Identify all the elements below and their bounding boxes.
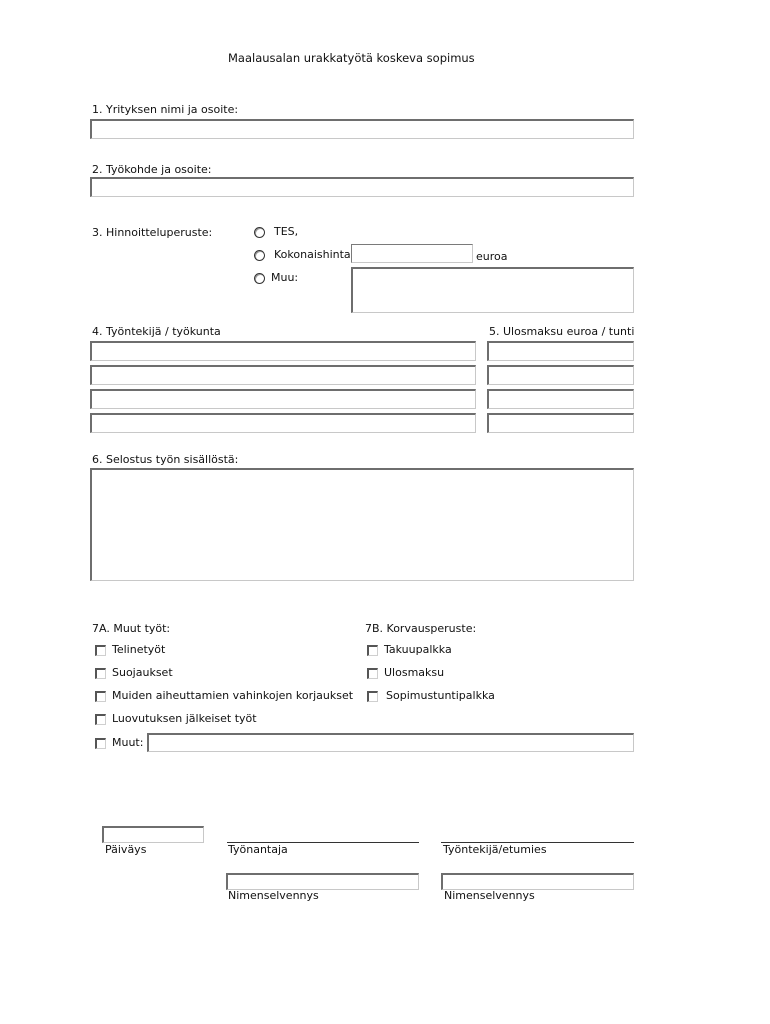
employer-label: Työnantaja: [228, 843, 288, 856]
payout-rate-label: 5. Ulosmaksu euroa / tunti: [489, 325, 635, 338]
worksite-field[interactable]: [90, 177, 634, 197]
total-price-field[interactable]: [351, 244, 473, 263]
tes-label: TES,: [274, 225, 299, 238]
contract-hourly-checkbox[interactable]: [367, 691, 378, 702]
pricing-basis-label: 3. Hinnoitteluperuste:: [92, 226, 213, 239]
guarantee-pay-checkbox[interactable]: [367, 645, 378, 656]
total-price-label: Kokonaishinta: [274, 248, 351, 261]
other-works-label: 7A. Muut työt:: [92, 622, 171, 635]
work-description-label: 6. Selostus työn sisällöstä:: [92, 453, 239, 466]
company-name-field[interactable]: [90, 119, 634, 139]
date-label: Päiväys: [105, 843, 147, 856]
scaffolding-checkbox[interactable]: [95, 645, 106, 656]
payout-rate-field-1[interactable]: [487, 341, 634, 361]
damage-repairs-checkbox[interactable]: [95, 691, 106, 702]
other-pricing-field[interactable]: [351, 267, 634, 313]
worker-field-2[interactable]: [90, 365, 476, 385]
other-works-other-label: Muut:: [112, 736, 144, 749]
other-pricing-radio[interactable]: [254, 273, 265, 284]
payout-checkbox[interactable]: [367, 668, 378, 679]
protections-checkbox[interactable]: [95, 668, 106, 679]
worker-label: 4. Työntekijä / työkunta: [92, 325, 221, 338]
protections-label: Suojaukset: [112, 666, 173, 679]
worksite-label: 2. Työkohde ja osoite:: [92, 163, 212, 176]
scaffolding-label: Telinetyöt: [112, 643, 166, 656]
employee-label: Työntekijä/etumies: [443, 843, 547, 856]
post-handover-label: Luovutuksen jälkeiset työt: [112, 712, 257, 725]
employer-name-label: Nimenselvennys: [228, 889, 319, 902]
guarantee-pay-label: Takuupalkka: [384, 643, 452, 656]
worker-field-3[interactable]: [90, 389, 476, 409]
contract-hourly-label: Sopimustuntipalkka: [386, 689, 495, 702]
worker-field-4[interactable]: [90, 413, 476, 433]
other-pricing-label: Muu:: [271, 271, 299, 284]
damage-repairs-label: Muiden aiheuttamien vahinkojen korjaukset: [112, 689, 354, 702]
tes-radio[interactable]: [254, 227, 265, 238]
compensation-basis-label: 7B. Korvausperuste:: [365, 622, 477, 635]
post-handover-checkbox[interactable]: [95, 714, 106, 725]
payout-rate-field-4[interactable]: [487, 413, 634, 433]
company-name-label: 1. Yrityksen nimi ja osoite:: [92, 103, 239, 116]
total-price-radio[interactable]: [254, 250, 265, 261]
page-title: Maalausalan urakkatyötä koskeva sopimus: [228, 51, 475, 65]
work-description-field[interactable]: [90, 468, 634, 581]
employee-name-field[interactable]: [441, 873, 634, 890]
payout-rate-field-3[interactable]: [487, 389, 634, 409]
payout-rate-field-2[interactable]: [487, 365, 634, 385]
euro-unit-label: euroa: [476, 250, 508, 263]
other-works-checkbox[interactable]: [95, 738, 106, 749]
date-field[interactable]: [102, 826, 204, 843]
payout-label: Ulosmaksu: [384, 666, 445, 679]
employee-name-label: Nimenselvennys: [444, 889, 535, 902]
employer-name-field[interactable]: [226, 873, 419, 890]
other-works-field[interactable]: [147, 733, 634, 752]
worker-field-1[interactable]: [90, 341, 476, 361]
